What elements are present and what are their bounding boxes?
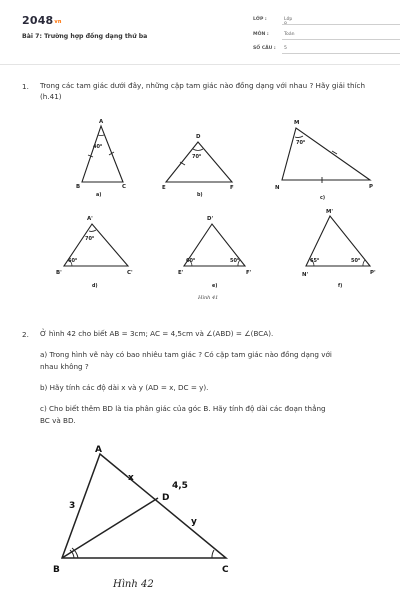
lesson-title: Bài 7: Trường hợp đồng dạng thứ ba: [22, 33, 148, 40]
vertex-label: C: [122, 184, 126, 190]
vertex-label: F: [230, 185, 234, 191]
figure-caption: e): [212, 284, 218, 289]
side-ab-label: 3: [69, 501, 76, 511]
triangle-mnp: [275, 120, 373, 201]
vertex-label: M: [294, 120, 300, 126]
vertex-label: A: [99, 119, 104, 125]
angle-label: 70⁰: [192, 154, 202, 160]
divider: [282, 39, 400, 40]
meta-value: Lớp 8: [284, 17, 293, 27]
question-1-text: Trong các tam giác dưới đây, những cặp tam giác nào đồng dạng với nhau ? Hãy giải thích (h.41): [40, 81, 366, 101]
vertex-label: B: [76, 184, 81, 190]
segment-x-label: x: [128, 473, 134, 483]
vertex-label: D: [196, 134, 201, 140]
vertex-d-label: D: [162, 493, 170, 503]
vertex-label: P: [369, 184, 373, 190]
vertex-label: N': [302, 272, 309, 278]
question-2c-line-2: BC và BD.: [40, 416, 76, 425]
page-header: [0, 0, 400, 66]
triangle-a1b1c1: [56, 216, 133, 289]
vertex-label: B': [56, 270, 62, 276]
angle-label: 70⁰: [296, 140, 306, 146]
vertex-label: M': [326, 209, 334, 215]
figure-42: [0, 438, 400, 600]
question-2a-line-2: nhau không ?: [40, 362, 89, 371]
question-2c-line-1: c) Cho biết thêm BD là tia phân giác của góc B. Hãy tính độ dài các đoạn thẳng: [40, 404, 326, 413]
side-ac-label: 4,5: [172, 481, 188, 491]
triangle-d1e1f1: [178, 216, 252, 289]
question-number: 1.: [22, 82, 29, 91]
site-logo[interactable]: 2048vn: [22, 14, 62, 27]
figure-caption: b): [197, 193, 203, 198]
triangle-def: [162, 134, 234, 198]
angle-label: 70⁰: [85, 236, 95, 242]
vertex-label: D': [207, 216, 214, 222]
divider: [282, 53, 400, 54]
figure-caption: c): [320, 196, 326, 201]
vertex-label: E: [162, 185, 166, 191]
figure-42-caption: Hình 42: [113, 579, 154, 590]
vertex-label: A': [87, 216, 93, 222]
vertex-b-label: B: [53, 565, 60, 575]
triangle-m1n1p1: [302, 209, 376, 289]
divider: [282, 24, 400, 25]
header-divider: [0, 64, 400, 65]
angle-label: 50⁰: [351, 258, 361, 264]
triangle-abc: [76, 119, 126, 198]
vertex-label: P': [370, 270, 376, 276]
figure-41-caption: Hình 41: [198, 295, 219, 301]
angle-label: 65⁰: [310, 258, 320, 264]
vertex-label: C': [127, 270, 133, 276]
meta-label: SỐ CÂU :: [253, 46, 276, 51]
figure-caption: d): [92, 284, 98, 289]
segment-y-label: y: [191, 517, 197, 527]
figure-41: [0, 110, 400, 310]
angle-label: 40⁰: [93, 144, 103, 150]
vertex-c-label: C: [222, 565, 229, 575]
question-number: 2.: [22, 330, 29, 339]
vertex-label: E': [178, 270, 184, 276]
vertex-a-label: A: [95, 445, 102, 455]
angle-label: 60⁰: [186, 258, 196, 264]
vertex-label: F': [246, 270, 252, 276]
meta-value: 5: [284, 46, 287, 51]
question-2b: b) Hãy tính các độ dài x và y (AD = x, DC = y).: [40, 383, 209, 392]
meta-label: LỚP :: [253, 17, 267, 22]
meta-value: Toán: [284, 32, 295, 37]
meta-label: MÔN :: [253, 32, 269, 37]
angle-label: 60⁰: [68, 258, 78, 264]
angle-label: 50⁰: [230, 258, 240, 264]
vertex-label: N: [275, 185, 280, 191]
figure-caption: a): [96, 193, 102, 198]
question-2-intro: Ở hình 42 cho biết AB = 3cm; AC = 4,5cm và ∠(ABD) = ∠(BCA).: [40, 329, 274, 338]
question-2a-line-1: a) Trong hình vẽ này có bao nhiêu tam giác ? Có cặp tam giác nào đồng dạng với: [40, 350, 332, 359]
figure-caption: f): [338, 284, 343, 289]
